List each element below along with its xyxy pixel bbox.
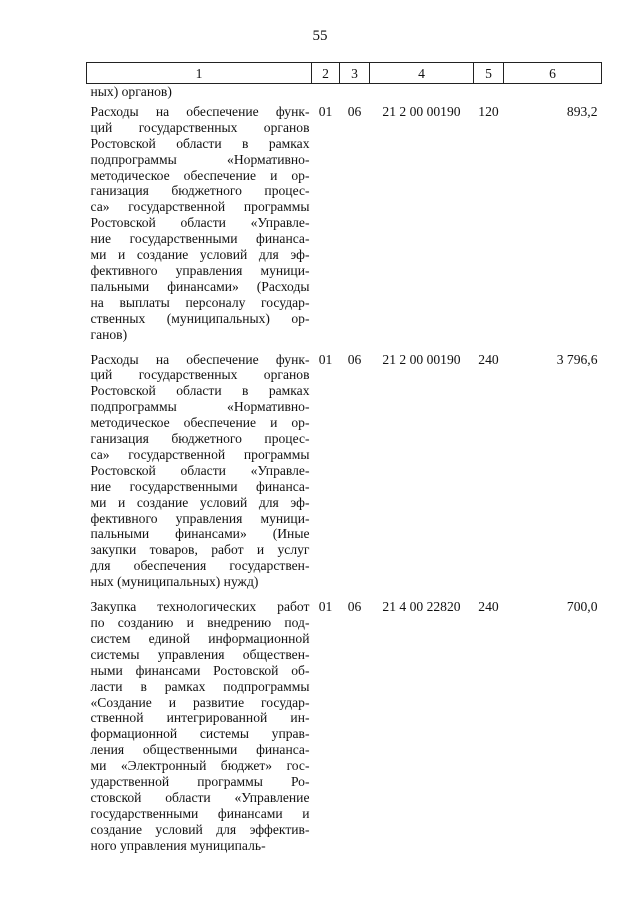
text-line: Ростовской области «Управле- — [90, 462, 310, 478]
text-line: са» государственной программы — [90, 446, 310, 462]
column-header: 2 — [312, 63, 340, 84]
text-line: Ростовской области в рамках — [90, 135, 310, 151]
section-code: 01 — [318, 599, 333, 615]
column-header: 4 — [370, 63, 474, 84]
text-line: методическое обеспечение и ор- — [90, 167, 310, 183]
budget-table — [86, 62, 602, 857]
column-header: 5 — [474, 63, 504, 84]
text-line: ганизация бюджетного процес- — [90, 183, 310, 199]
text-line: по созданию и внедрению под- — [90, 615, 310, 630]
section-code: 01 — [318, 103, 333, 119]
text-line: методическое обеспечение и ор- — [90, 415, 310, 431]
continuation-row — [87, 84, 602, 104]
text-line: ций государственных органов — [90, 367, 310, 383]
text-line: формационной системы управ- — [90, 726, 310, 742]
text-line: ными финансами Ростовской об- — [90, 662, 310, 678]
text-line: подпрограммы «Нормативно- — [90, 399, 310, 415]
text-line: пальными финансами» (Расходы — [90, 278, 310, 294]
text-line: ного управления муниципаль- — [90, 837, 266, 853]
subsection-code: 06 — [347, 103, 362, 119]
table-row — [87, 593, 602, 857]
text-line: ние государственными финанса- — [90, 231, 310, 247]
expense-type-code: 240 — [478, 351, 499, 367]
text-line: ления общественными финанса- — [90, 742, 310, 758]
amount: 893,2 — [566, 103, 598, 119]
text-line: создание условий для эффектив- — [90, 821, 310, 837]
target-article-code: 21 4 00 22820 — [382, 599, 461, 615]
text-line: систем единой информационной — [90, 630, 310, 646]
text-line: ных (муниципальных) нужд) — [90, 574, 259, 590]
text-line: Расходы на обеспечение функ- — [90, 103, 310, 119]
column-header: 1 — [87, 63, 312, 84]
text-line: ганов) — [90, 326, 128, 342]
text-line: государственными финансами и — [90, 805, 310, 821]
row-description — [87, 346, 312, 594]
text-line: са» государственной программы — [90, 199, 310, 215]
row-description — [87, 104, 312, 346]
table-header-row — [87, 63, 602, 84]
column-header: 6 — [504, 63, 602, 84]
text-line: Расходы на обеспечение функ- — [90, 351, 310, 367]
text-line: пальными финансами» (Иные — [90, 526, 310, 542]
amount: 700,0 — [566, 599, 598, 615]
text-line: Закупка технологических работ — [90, 599, 310, 615]
text-line: системы управления обществен- — [90, 646, 310, 662]
text-line: Ростовской области в рамках — [90, 383, 310, 399]
text-line: для обеспечения государствен- — [90, 558, 310, 574]
text-line: закупки товаров, работ и услуг — [90, 542, 310, 558]
text-line: «Создание и развитие государ- — [90, 694, 310, 710]
text-line: фективного управления муници- — [90, 510, 310, 526]
table-row — [87, 346, 602, 594]
subsection-code: 06 — [347, 351, 362, 367]
table-row — [87, 104, 602, 346]
text-line: стовской области «Управление — [90, 789, 310, 805]
amount: 3 796,6 — [556, 351, 598, 367]
column-header: 3 — [340, 63, 370, 84]
text-line: ми и создание условий для эф- — [90, 494, 310, 510]
text-line: на выплаты персоналу государ- — [90, 294, 310, 310]
text-line: ласти в рамках подпрограммы — [90, 678, 310, 694]
continuation-text — [87, 84, 312, 104]
text-line: Ростовской области «Управле- — [90, 215, 310, 231]
text-line: ных) органов) — [90, 84, 172, 99]
text-line: ми «Электронный бюджет» гос- — [90, 758, 310, 774]
expense-type-code: 120 — [478, 103, 499, 119]
row-description — [87, 593, 312, 857]
subsection-code: 06 — [347, 599, 362, 615]
text-line: ми и создание условий для эф- — [90, 247, 310, 263]
expense-type-code: 240 — [478, 599, 499, 615]
text-line: ций государственных органов — [90, 119, 310, 135]
page-number: 55 — [312, 28, 328, 44]
text-line: ние государственными финанса- — [90, 478, 310, 494]
text-line: подпрограммы «Нормативно- — [90, 151, 310, 167]
text-line: ственной интегрированной ин- — [90, 710, 310, 726]
text-line: ударственной программы Ро- — [90, 774, 310, 790]
target-article-code: 21 2 00 00190 — [382, 351, 461, 367]
text-line: ственных (муниципальных) ор- — [90, 310, 310, 326]
text-line: фективного управления муници- — [90, 262, 310, 278]
target-article-code: 21 2 00 00190 — [382, 103, 461, 119]
section-code: 01 — [318, 351, 333, 367]
text-line: ганизация бюджетного процес- — [90, 431, 310, 447]
